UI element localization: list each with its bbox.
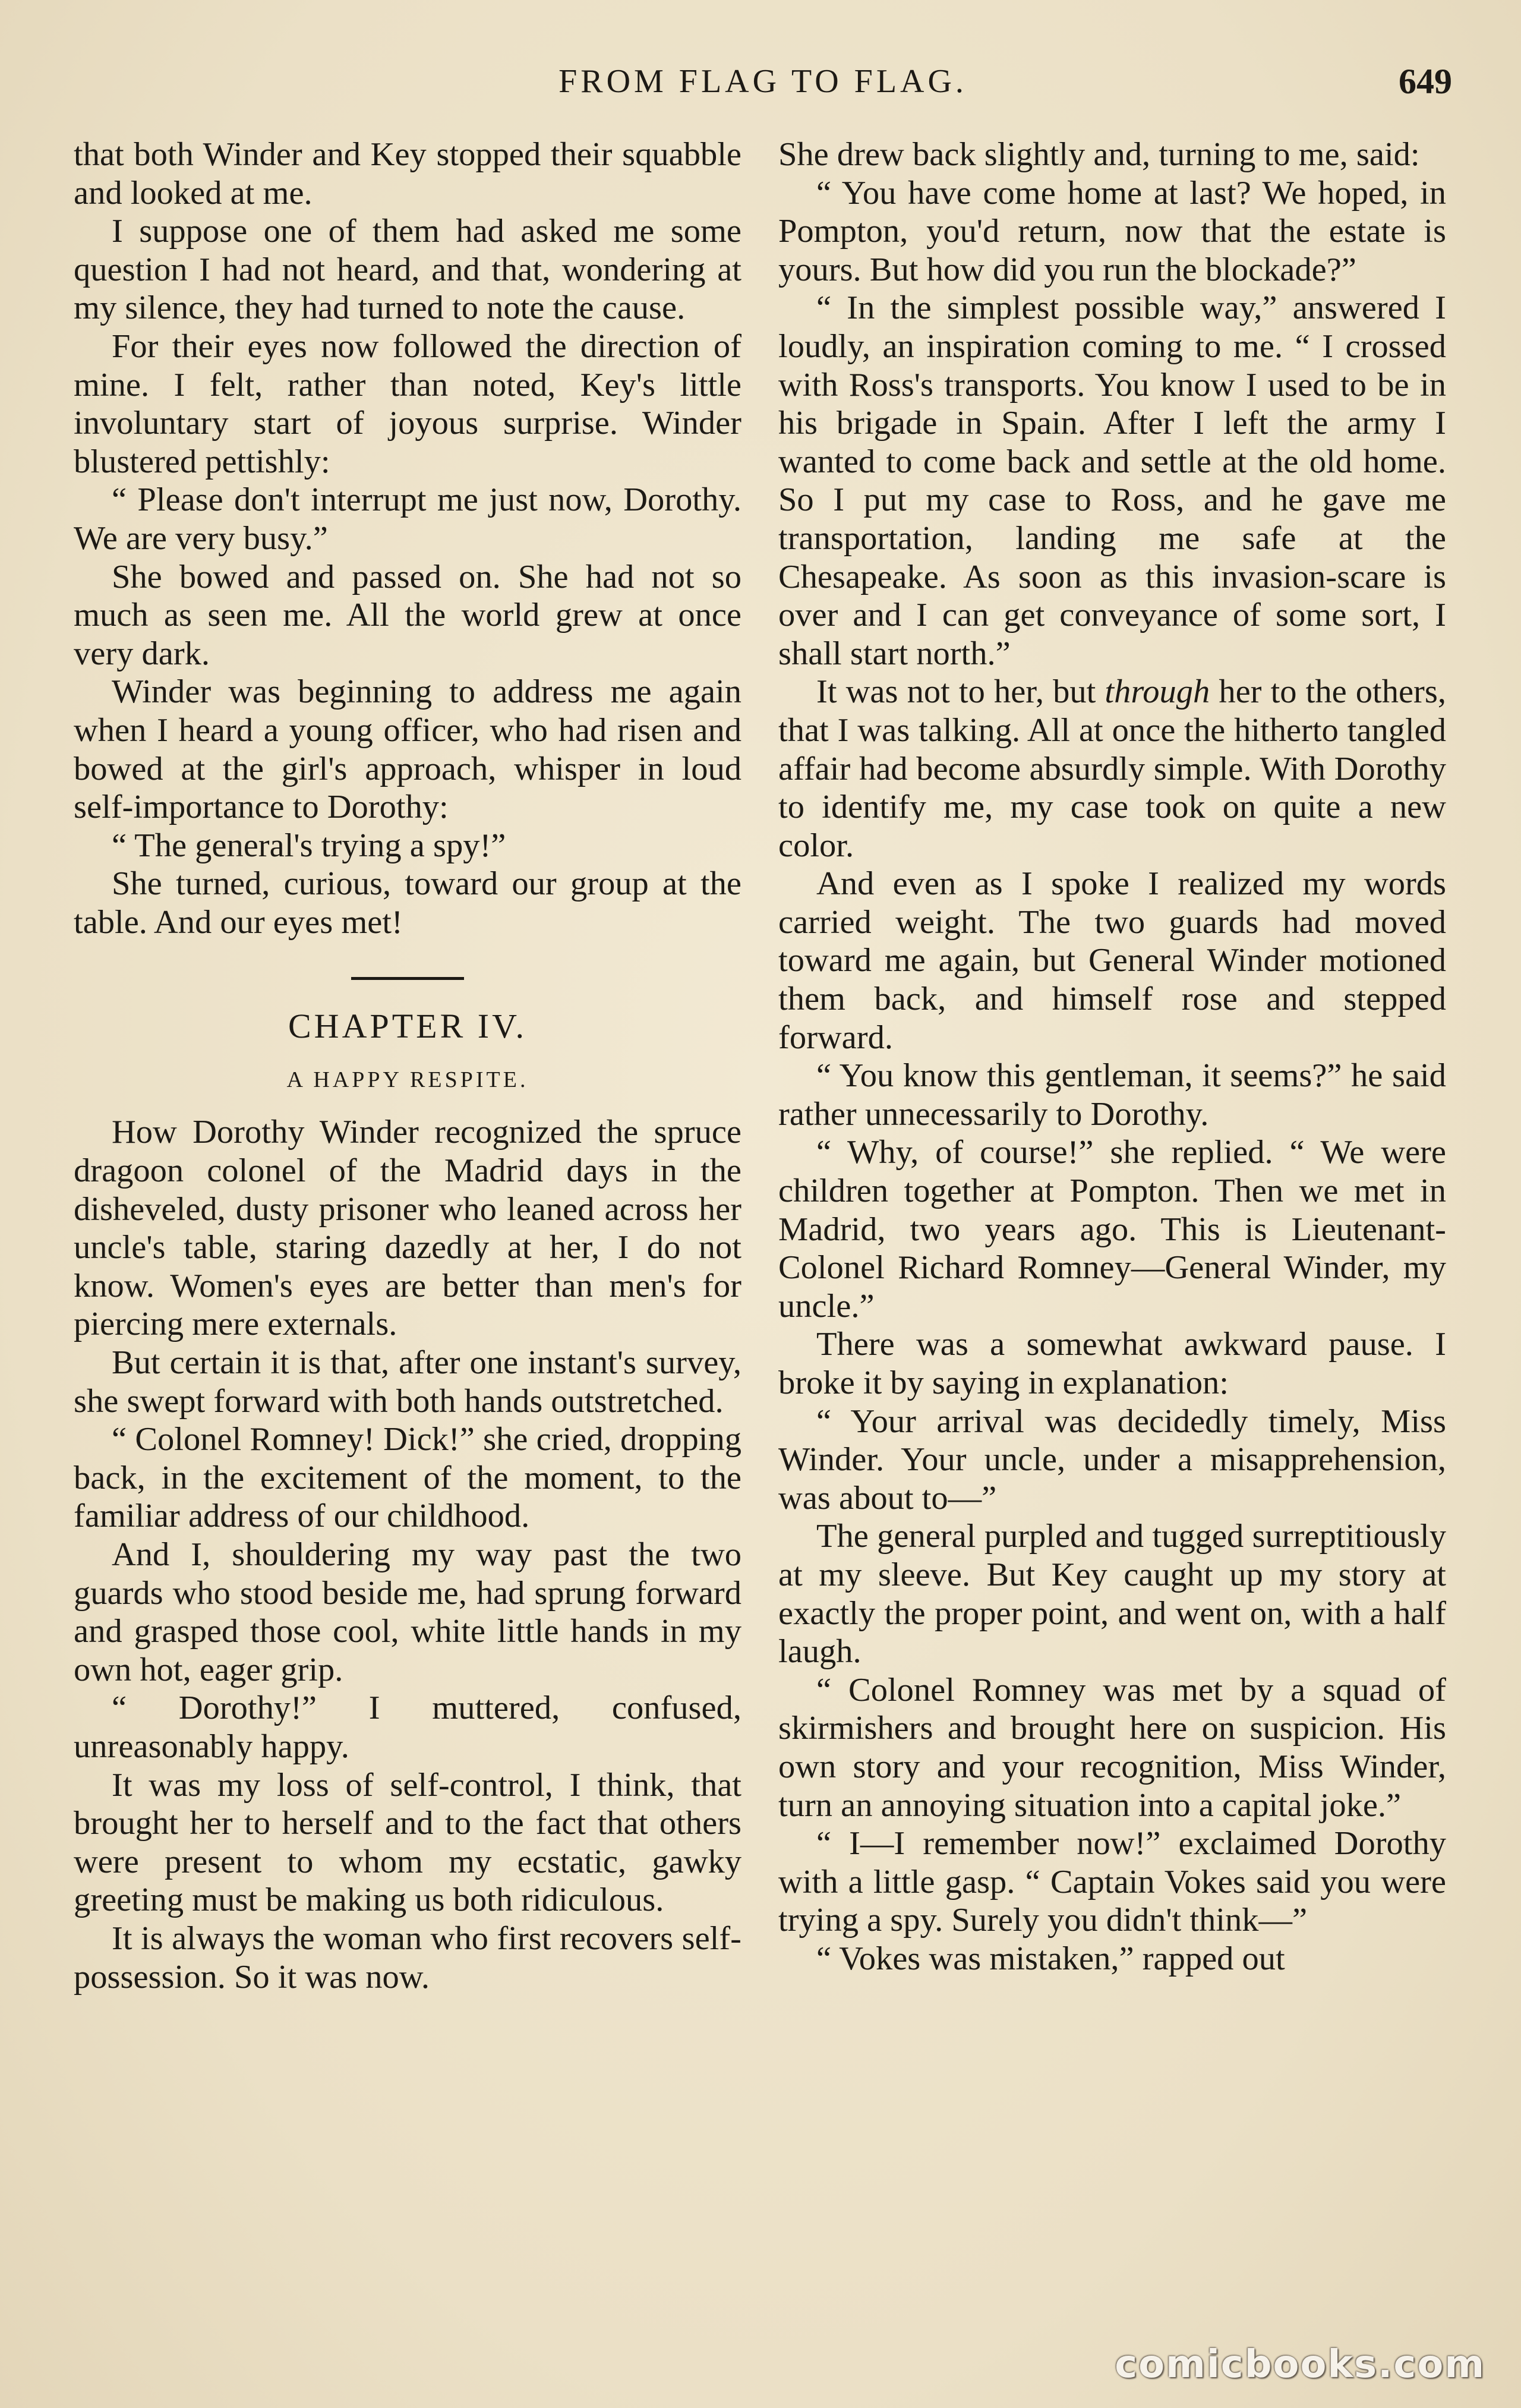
- chapter-title: CHAPTER IV.: [288, 1007, 527, 1046]
- paragraph: “ You have come home at last? We hoped, in Pompton, you'd return, now that the estate is yours. But how did you run the blockade?”: [778, 174, 1446, 288]
- watermark: comicbooks.com: [1115, 2343, 1485, 2387]
- paragraph: And even as I spoke I realized my words carried weight. The two guards had moved toward me again, but General Winder motioned them back, and himself rose and stepped forward.: [778, 865, 1446, 1056]
- paragraph: It was my loss of self-control, I think, that brought her to herself and to the fact that others were present to whom my ecstatic, gawky greeting must be making us both ridiculous.: [74, 1766, 741, 1919]
- running-head: [74, 55, 1452, 108]
- paragraph: Winder was beginning to address me again when I heard a young officer, who had risen and bowed at the girl's approach, whisper in loud self-importance to Dorothy:: [74, 673, 741, 826]
- paragraph: “ Colonel Romney was met by a squad of skirmishers and brought here on suspicion. His own story and your recognition, Miss Winder, turn an annoying situation into a capital joke.”: [778, 1671, 1446, 1824]
- paragraph: She turned, curious, toward our group at the table. And our eyes met!: [74, 865, 741, 941]
- paragraph-text: her to the others, that I was talking. All at once the hitherto tangled affair had become absurdly simple. With Dorothy to identify me, my case took on quite a new color.: [778, 673, 1446, 864]
- paragraph: “ I—I remember now!” exclaimed Dorothy with a little gasp. “ Captain Vokes said you were trying a spy. Surely you didn't think—”: [778, 1825, 1446, 1939]
- paragraph: “ Vokes was mistaken,” rapped out: [816, 1940, 1285, 1977]
- paragraph: But certain it is that, after one instant's survey, she swept forward with both hands outstretched.: [74, 1344, 741, 1420]
- running-title: FROM FLAG TO FLAG.: [558, 63, 967, 100]
- paragraph: The general purpled and tugged surreptitiously at my sleeve. But Key caught up my story at exactly the proper point, and went on, with a half laugh.: [778, 1518, 1446, 1671]
- right-column: [778, 135, 1446, 1978]
- paragraph-text: It was not to her, but: [816, 673, 1105, 711]
- paragraph: [778, 673, 1446, 865]
- paragraph: For their eyes now followed the direction of mine. I felt, rather than noted, Key's little involuntary start of joyous surprise. Winder blustered pettishly:: [74, 327, 741, 480]
- page-number: 649: [1399, 62, 1452, 101]
- paragraph: How Dorothy Winder recognized the spruce dragoon colonel of the Madrid days in the disheveled, dusty prisoner who leaned across her uncle's table, staring dazedly at her, I do not know. Women's eyes are better than men's for piercing mere externals.: [74, 1114, 741, 1343]
- paragraph: that both Winder and Key stopped their squabble and looked at me.: [74, 136, 741, 212]
- paragraph: And I, shouldering my way past the two guards who stood beside me, had sprung forward and grasped those cool, white little hands in my own hot, eager grip.: [74, 1536, 741, 1688]
- paragraph: There was a somewhat awkward pause. I broke it by saying in explanation:: [778, 1326, 1446, 1401]
- left-column: [74, 135, 741, 1996]
- paragraph: It is always the woman who first recovers self-possession. So it was now.: [74, 1920, 741, 1996]
- paragraph: She drew back slightly and, turning to me, said:: [778, 136, 1420, 173]
- chapter-subtitle: A HAPPY RESPITE.: [286, 1067, 529, 1093]
- paragraph: “ Why, of course!” she replied. “ We were children together at Pompton. Then we met in Madrid, two years ago. This is Lieutenant-Colonel Richard Romney—General Winder, my uncle.”: [778, 1134, 1446, 1325]
- paragraph: “ Dorothy!” I muttered, confused, unreasonably happy.: [74, 1690, 741, 1765]
- paragraph: “ You know this gentleman, it seems?” he said rather unnecessarily to Dorothy.: [778, 1057, 1446, 1133]
- paragraph: “ In the simplest possible way,” answered I loudly, an inspiration coming to me. “ I crossed with Ross's transports. You know I used to be in his brigade in Spain. After I left the army I wanted to come back and settle at the old home. So I put my case to Ross, and he gave me transportation, landing me safe at the Chesapeake. As soon as this invasion-scare is over and I can get conveyance of some sort, I shall start north.”: [778, 289, 1446, 672]
- paragraph: She bowed and passed on. She had not so much as seen me. All the world grew at once very dark.: [74, 558, 741, 672]
- italic-word: through: [1105, 673, 1210, 711]
- section-separator: [351, 977, 464, 980]
- paragraph: “ Your arrival was decidedly timely, Miss Winder. Your uncle, under a misapprehension, was about to—”: [778, 1402, 1446, 1517]
- paragraph: I suppose one of them had asked me some question I had not heard, and that, wondering at my silence, they had turned to note the cause.: [74, 213, 741, 327]
- paragraph: “ The general's trying a spy!”: [112, 827, 506, 864]
- paragraph: “ Colonel Romney! Dick!” she cried, dropping back, in the excitement of the moment, to the familiar address of our childhood.: [74, 1421, 741, 1535]
- paragraph: “ Please don't interrupt me just now, Dorothy. We are very busy.”: [74, 481, 741, 557]
